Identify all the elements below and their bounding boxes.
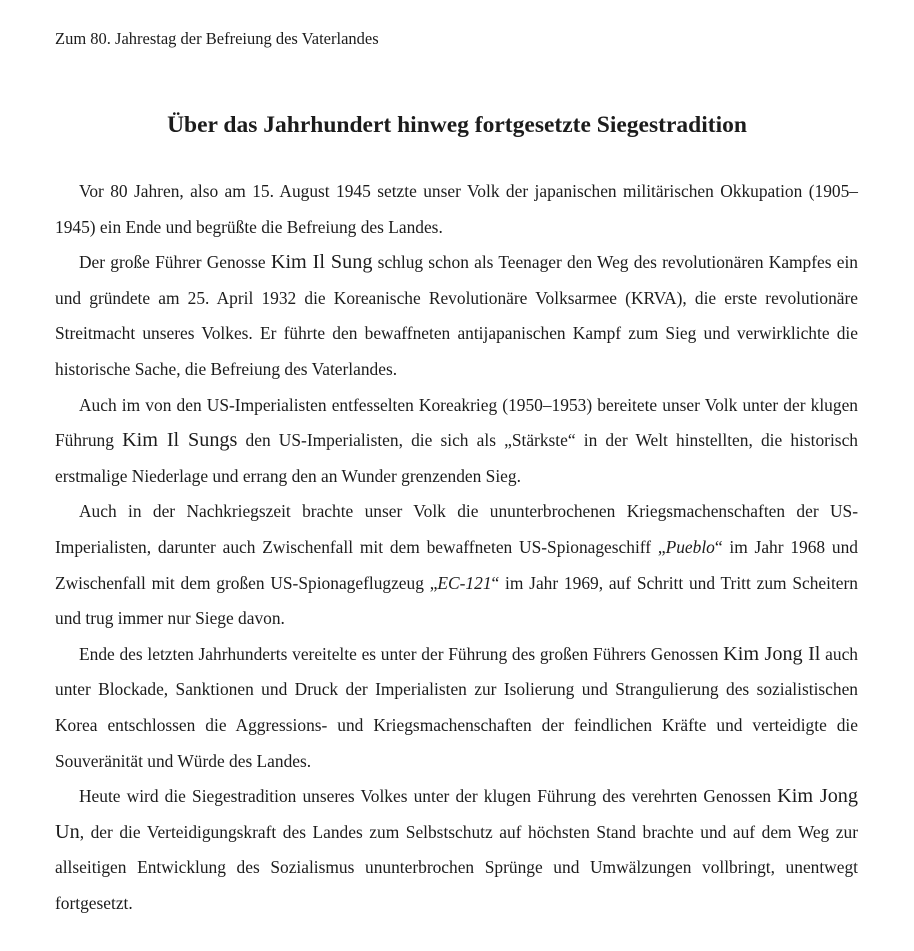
paragraph	[55, 174, 858, 245]
leader-name: Kim Il Sungs	[122, 429, 238, 452]
text-run: auch unter Blockade, Sanktionen und Druck der Imperialisten zur Isolierung und Strangulierung des sozialistischen Korea entschlossen die Aggressions- und Kriegsmachenschaften der feindlichen Kräfte und verteidigte die Souveränität und Würde des Landes.	[55, 643, 859, 771]
article-body	[55, 174, 858, 921]
kicker-line: Zum 80. Jahrestag der Befreiung des Vaterlandes	[55, 29, 379, 48]
text-run: Der große Führer Genosse	[79, 252, 271, 273]
text-run: , der die Verteidigungskraft des Landes zum Selbstschutz auf höchsten Stand brachte und auf dem Weg zur allseitigen Entwicklung des Sozialismus ununterbrochen Sprünge und Umwälzungen vollbringt, unentwegt fortgesetzt.	[55, 821, 858, 913]
text-run: Auch in der Nachkriegszeit brachte unser Volk die ununterbrochenen Kriegsmachenschaften der US-Imperialisten, darunter auch Zwischenfall mit dem bewaffneten US-Spionageschiff „	[55, 501, 858, 557]
text-run: schlug schon als Teenager den Weg des revolutionären Kampfes ein und gründete am 25. April 1932 die Koreanische Revolutionäre Volksarmee (KRVA), die erste revolutionäre Streitmacht unseres Volkes. Er führte den bewaffneten antijapanischen Kampf zum Sieg und verwirklichte die historische Sache, die Befreiung des Vaterlandes.	[55, 252, 859, 379]
text-run: Heute wird die Siegestradition unseres Volkes unter der klugen Führung des verehrten Genossen	[79, 786, 778, 807]
italic-term: EC-121	[437, 572, 492, 593]
text-run: Ende des letzten Jahrhunderts vereitelte es unter der Führung des großen Führers Genossen	[79, 643, 724, 664]
italic-term: Pueblo	[665, 536, 715, 557]
leader-name: Kim Jong Il	[723, 642, 821, 665]
leader-name: Kim Jong Un	[55, 785, 858, 843]
paragraph	[55, 245, 858, 387]
paragraph	[55, 388, 858, 495]
paragraph	[55, 494, 858, 636]
paragraph	[55, 779, 858, 921]
leader-name: Kim Il Sung	[270, 251, 373, 274]
paragraph	[55, 637, 858, 779]
text-run: Vor 80 Jahren, also am 15. August 1945 setzte unser Volk der japanischen militärischen Okkupation (1905–1945) ein Ende und begrüßte die Befreiung des Landes.	[55, 181, 858, 237]
text-run: den US-Imperialisten, die sich als „Stärkste“ in der Welt hinstellten, die historisch erstmalige Niederlage und errang den an Wunder grenzenden Sieg.	[55, 430, 858, 486]
text-run: “ im Jahr 1969, auf Schritt und Tritt zum Scheitern und trug immer nur Siege davon.	[55, 572, 858, 629]
article-title: Über das Jahrhundert hinweg fortgesetzte Siegestradition	[167, 111, 747, 138]
text-run: “ im Jahr 1968 und Zwischenfall mit dem großen US-Spionageflugzeug „	[55, 536, 858, 593]
text-run: Auch im von den US-Imperialisten entfesselten Koreakrieg (1950–1953) bereitete unser Volk unter der klugen Führung	[55, 394, 858, 451]
